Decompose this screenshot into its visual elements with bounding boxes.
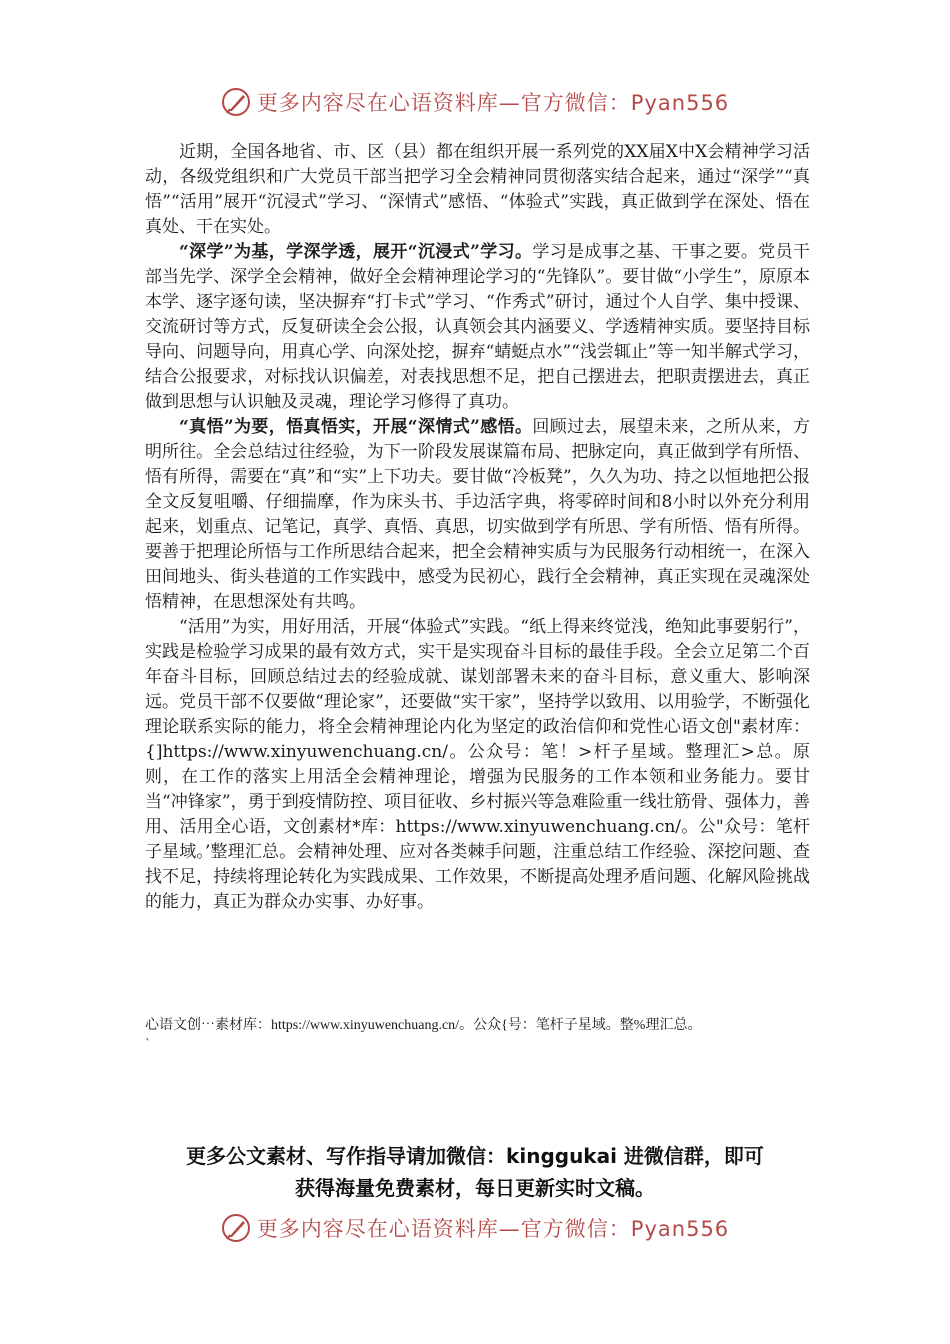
footer-mark: ` <box>145 1037 151 1051</box>
paragraph-intro: 近期，全国各地省、市、区（县）都在组织开展一系列党的XX届X中X会精神学习活动，各级党组织和广大党员干部当把学习全会精神同贯彻落实结合起来，通过“深学”“真悟”“活用”展开“沉浸式”学习、“深情式”感悟、“体验式”实践，真正做到学在深处、悟在真处、干在实处。 <box>145 142 810 237</box>
promo-line-2: 获得海量免费素材，每日更新实时文稿。 <box>295 1176 655 1200</box>
article-body <box>145 140 810 915</box>
paragraph-true-insight: “真悟”为要，悟真悟实，开展“深情式”感悟。回顾过去，展望未来，之所从来，方明所往。全会总结过往经验，为下一阶段发展谋篇布局、把脉定向，真正做到学有所悟、悟有所得，需要在“真”和“实”上下功夫。要甘做“冷板凳”，久久为功、持之以恒地把公报全文反复咀嚼、仔细揣摩，作为床头书、手边活字典，将零碎时间和8小时以外充分利用起来，划重点、记笔记，真学、真悟、真思，切实做到学有所思、学有所悟、悟有所得。要善于把理论所悟与工作所思结合起来，把全会精神实质与为民服务行动相统一，在深入田间地头、街头巷道的工作实践中，感受为民初心，践行全会精神，真正实现在灵魂深处悟精神，在思想深处有共鸣。 <box>145 417 810 612</box>
footer-banner-text: 更多内容尽在心语资料库—官方微信：Pyan556 <box>256 1217 730 1241</box>
header-banner <box>0 82 950 122</box>
paragraph-deep-study: “深学”为基，学深学透，展开“沉浸式”学习。学习是成事之基、干事之要。党员干部当先学、深学全会精神，做好全会精神理论学习的“先锋队”。要甘做“小学生”，原原本本学、逐字逐句读，坚决摒弃“打卡式”学习、“作秀式”研讨，通过个人自学、集中授课、交流研讨等方式，反复研读全会公报，认真领会其内涵要义、学透精神实质。要坚持目标导向、问题导向，用真心学、向深处挖，摒弃“蜻蜓点水”“浅尝辄止”等一知半解式学习，结合公报要求，对标找认识偏差，对表找思想不足，把自己摆进去，把职责摆进去，真正做到思想与认识触及灵魂，理论学习修得了真功。 <box>145 242 810 412</box>
quill-logo-icon <box>221 87 251 117</box>
paragraph-heading: “深学”为基，学深学透，展开“沉浸式”学习。 <box>179 242 533 262</box>
header-banner-text: 更多内容尽在心语资料库—官方微信：Pyan556 <box>256 91 730 115</box>
footer-note: 心语文创⋯素材库：https://www.xinyuwenchuang.cn/。公众{号：笔杆子星域。整%理汇总。 <box>145 1018 702 1033</box>
promo-line-1: 更多公文素材、写作指导请加微信：kinggukai 进微信群，即可 <box>186 1144 764 1168</box>
paragraph-heading: “真悟”为要，悟真悟实，开展“深情式”感悟。 <box>179 417 533 437</box>
promo-block <box>60 1140 890 1204</box>
quill-logo-icon <box>221 1213 251 1243</box>
footer-banner <box>0 1208 950 1248</box>
paragraph-active-use: “活用”为实，用好用活，开展“体验式”实践。“纸上得来终觉浅，绝知此事要躬行”，实践是检验学习成果的最有效方式，实干是实现奋斗目标的最佳手段。全会立足第二个百年奋斗目标，回顾总结过去的经验成就、谋划部署未来的奋斗目标，意义重大、影响深远。党员干部不仅要做“理论家”，还要做“实干家”，坚持学以致用、以用验学，不断强化理论联系实际的能力，将全会精神理论内化为坚定的政治信仰和党性心语文创"素材库：{]https://www.xinyuwenchuang.cn/。公众号：笔！>杆子星域。整理汇>总。原则，在工作的落实上用活全会精神理论，增强为民服务的工作本领和业务能力。要甘当“冲锋家”，勇于到疫情防控、项目征收、乡村振兴等急难险重一线壮筋骨、强体力，善用、活用全心语，文创素材*库：https://www.xinyuwenchuang.cn/。公"众号：笔杆子星域。’整理汇总。会精神处理、应对各类棘手问题，注重总结工作经验、深挖问题、查找不足，持续将理论转化为实践成果、工作效果，不断提高处理矛盾问题、化解风险挑战的能力，真正为群众办实事、办好事。 <box>145 617 810 912</box>
